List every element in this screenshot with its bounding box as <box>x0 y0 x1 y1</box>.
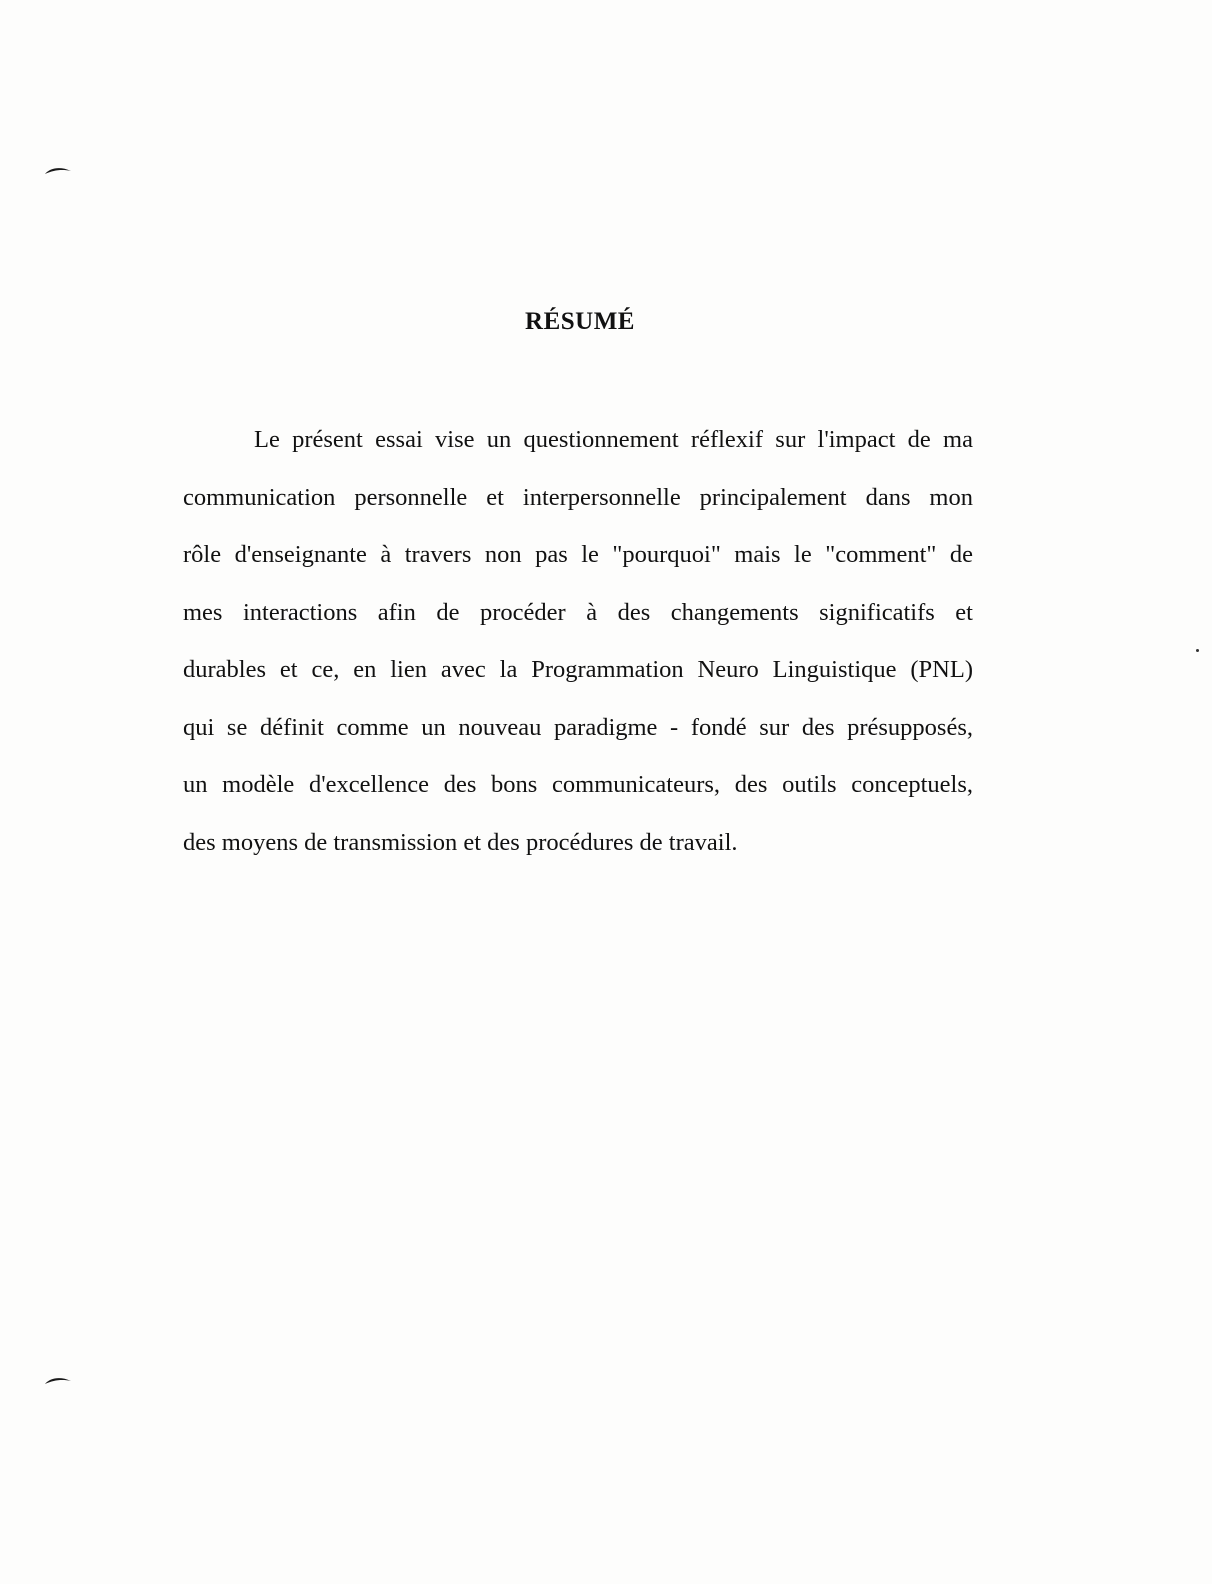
paragraph-line: durables et ce, en lien avec la Programmation Neuro Linguistique (PNL) <box>183 656 973 683</box>
paragraph-line: Le présent essai vise un questionnement réflexif sur l'impact de ma <box>254 426 973 453</box>
paragraph-line: communication personnelle et interpersonnelle principalement dans mon <box>183 484 973 511</box>
paragraph-line: un modèle d'excellence des bons communicateurs, des outils conceptuels, <box>183 771 973 798</box>
binder-hole-mark-bottom <box>44 1376 72 1385</box>
binder-hole-mark-top <box>44 166 72 175</box>
scan-speck <box>1196 649 1199 652</box>
paragraph-line: des moyens de transmission et des procédures de travail. <box>183 829 738 856</box>
paragraph-line: qui se définit comme un nouveau paradigme - fondé sur des présupposés, <box>183 714 973 741</box>
paragraph-line: rôle d'enseignante à travers non pas le "pourquoi" mais le "comment" de <box>183 541 973 568</box>
page-title: RÉSUMÉ <box>525 308 635 335</box>
paragraph-line: mes interactions afin de procéder à des changements significatifs et <box>183 599 973 626</box>
